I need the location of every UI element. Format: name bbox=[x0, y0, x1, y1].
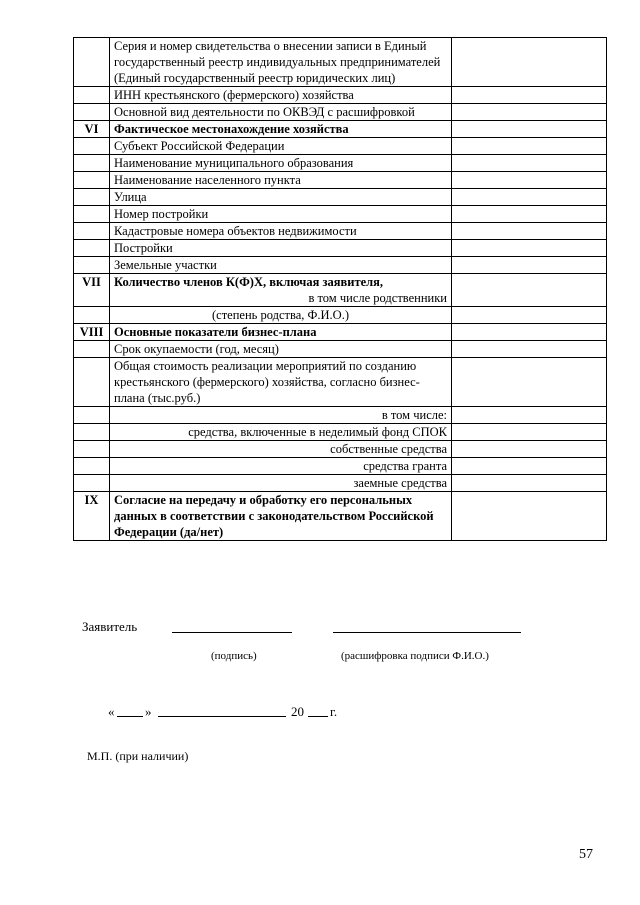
section-number: VII bbox=[74, 274, 110, 307]
field-label bbox=[110, 341, 452, 358]
field-label-text: собственные средства bbox=[330, 442, 447, 456]
value-cell[interactable] bbox=[452, 104, 607, 121]
field-label-text: в том числе: bbox=[381, 408, 447, 422]
section-number bbox=[74, 458, 110, 475]
table-row bbox=[74, 307, 607, 324]
field-label-text: Количество членов К(Ф)Х, включая заявителя, bbox=[114, 275, 384, 289]
field-label bbox=[110, 492, 452, 541]
section-number bbox=[74, 240, 110, 257]
table-row bbox=[74, 475, 607, 492]
section-number: VIII bbox=[74, 324, 110, 341]
table-row bbox=[74, 206, 607, 223]
field-label bbox=[110, 240, 452, 257]
section-number bbox=[74, 358, 110, 407]
field-label-text: Субъект Российской Федерации bbox=[114, 139, 285, 153]
date-year-line[interactable] bbox=[308, 716, 328, 717]
value-cell[interactable] bbox=[452, 492, 607, 541]
section-number bbox=[74, 257, 110, 274]
date-year-prefix: 20 bbox=[291, 704, 304, 719]
date-month-line[interactable] bbox=[158, 716, 286, 717]
field-label-text: Согласие на передачу и обработку его персональных данных в соответствии с законодательством Российской Федерации (да/нет) bbox=[114, 493, 434, 539]
application-form-table bbox=[73, 37, 607, 541]
field-label-text: Улица bbox=[114, 190, 147, 204]
table-row bbox=[74, 104, 607, 121]
value-cell[interactable] bbox=[452, 87, 607, 104]
section-number bbox=[74, 341, 110, 358]
field-label-text: средства гранта bbox=[363, 459, 447, 473]
value-cell[interactable] bbox=[452, 424, 607, 441]
date-year-suffix: г. bbox=[330, 704, 338, 719]
section-number bbox=[74, 172, 110, 189]
field-label bbox=[110, 189, 452, 206]
field-label bbox=[110, 223, 452, 240]
applicant-label: Заявитель bbox=[82, 619, 138, 634]
section-number bbox=[74, 206, 110, 223]
table-row bbox=[74, 324, 607, 341]
field-label-text: средства, включенные в неделимый фонд СПОК bbox=[188, 425, 447, 439]
section-number bbox=[74, 407, 110, 424]
field-label-text: Земельные участки bbox=[114, 258, 217, 272]
value-cell[interactable] bbox=[452, 307, 607, 324]
field-label-text: ИНН крестьянского (фермерского) хозяйства bbox=[114, 88, 354, 102]
field-label bbox=[110, 172, 452, 189]
field-label-text: Основной вид деятельности по ОКВЭД с расшифровкой bbox=[114, 105, 415, 119]
field-label bbox=[110, 358, 452, 407]
section-number bbox=[74, 441, 110, 458]
value-cell[interactable] bbox=[452, 324, 607, 341]
table-row bbox=[74, 189, 607, 206]
table-row bbox=[74, 138, 607, 155]
table-row bbox=[74, 458, 607, 475]
value-cell[interactable] bbox=[452, 240, 607, 257]
signature-line[interactable] bbox=[172, 632, 292, 633]
field-label-text: (степень родства, Ф.И.О.) bbox=[212, 308, 349, 322]
table-row bbox=[74, 257, 607, 274]
section-number bbox=[74, 87, 110, 104]
value-cell[interactable] bbox=[452, 138, 607, 155]
field-label bbox=[110, 307, 452, 324]
field-label-text: Кадастровые номера объектов недвижимости bbox=[114, 224, 357, 238]
value-cell[interactable] bbox=[452, 407, 607, 424]
date-day-line[interactable] bbox=[117, 716, 143, 717]
field-label-text: Общая стоимость реализации мероприятий по созданию крестьянского (фермерского) хозяйства, согласно бизнес-плана (тыс.руб.) bbox=[114, 359, 420, 405]
table-row bbox=[74, 341, 607, 358]
field-label bbox=[110, 458, 452, 475]
table-row bbox=[74, 223, 607, 240]
field-label bbox=[110, 441, 452, 458]
field-label bbox=[110, 424, 452, 441]
value-cell[interactable] bbox=[452, 172, 607, 189]
value-cell[interactable] bbox=[452, 358, 607, 407]
date-close-quote: » bbox=[145, 704, 152, 719]
table-row bbox=[74, 172, 607, 189]
field-label-text: Фактическое местонахождение хозяйства bbox=[114, 122, 349, 136]
section-number bbox=[74, 38, 110, 87]
field-label-text: Наименование населенного пункта bbox=[114, 173, 301, 187]
signature-decode-caption: (расшифровка подписи Ф.И.О.) bbox=[341, 650, 489, 662]
field-label bbox=[110, 104, 452, 121]
field-label bbox=[110, 38, 452, 87]
value-cell[interactable] bbox=[452, 274, 607, 307]
stamp-label: М.П. (при наличии) bbox=[87, 749, 189, 763]
field-label bbox=[110, 155, 452, 172]
field-label bbox=[110, 324, 452, 341]
page-number: 57 bbox=[579, 847, 593, 862]
section-number bbox=[74, 475, 110, 492]
field-label-text: Серия и номер свидетельства о внесении записи в Единый государственный реестр индивидуальных предпринимателей (Единый государственный реестр юридических лиц) bbox=[114, 39, 441, 85]
section-number: VI bbox=[74, 121, 110, 138]
section-number bbox=[74, 138, 110, 155]
table-row bbox=[74, 38, 607, 87]
value-cell[interactable] bbox=[452, 341, 607, 358]
table-row bbox=[74, 441, 607, 458]
date-open-quote: « bbox=[108, 704, 115, 719]
value-cell[interactable] bbox=[452, 189, 607, 206]
table-row bbox=[74, 358, 607, 407]
field-label bbox=[110, 475, 452, 492]
section-number bbox=[74, 223, 110, 240]
table-row bbox=[74, 155, 607, 172]
section-number bbox=[74, 189, 110, 206]
table-row bbox=[74, 87, 607, 104]
section-number bbox=[74, 307, 110, 324]
field-label-text: Номер постройки bbox=[114, 207, 209, 221]
field-label bbox=[110, 274, 452, 307]
section-number bbox=[74, 424, 110, 441]
value-cell[interactable] bbox=[452, 223, 607, 240]
section-number bbox=[74, 104, 110, 121]
table-row bbox=[74, 240, 607, 257]
signature-caption: (подпись) bbox=[211, 650, 257, 662]
field-label-text: Постройки bbox=[114, 241, 173, 255]
table-row bbox=[74, 274, 607, 307]
field-label-text: Основные показатели бизнес-плана bbox=[114, 325, 317, 339]
field-label bbox=[110, 257, 452, 274]
value-cell[interactable] bbox=[452, 475, 607, 492]
field-label-text: Наименование муниципального образования bbox=[114, 156, 354, 170]
field-label bbox=[110, 206, 452, 223]
section-number bbox=[74, 155, 110, 172]
value-cell[interactable] bbox=[452, 206, 607, 223]
field-label bbox=[110, 407, 452, 424]
value-cell[interactable] bbox=[452, 121, 607, 138]
section-number: IX bbox=[74, 492, 110, 541]
value-cell[interactable] bbox=[452, 441, 607, 458]
table-row bbox=[74, 492, 607, 541]
table-row bbox=[74, 424, 607, 441]
field-sublabel: в том числе родственники bbox=[308, 291, 447, 305]
field-label-text: заемные средства bbox=[353, 476, 447, 490]
value-cell[interactable] bbox=[452, 257, 607, 274]
value-cell[interactable] bbox=[452, 458, 607, 475]
field-label bbox=[110, 121, 452, 138]
value-cell[interactable] bbox=[452, 155, 607, 172]
field-label bbox=[110, 87, 452, 104]
signature-decode-line[interactable] bbox=[333, 632, 521, 633]
value-cell[interactable] bbox=[452, 38, 607, 87]
field-label bbox=[110, 138, 452, 155]
table-row bbox=[74, 407, 607, 424]
field-label-text: Срок окупаемости (год, месяц) bbox=[114, 342, 279, 356]
table-row bbox=[74, 121, 607, 138]
